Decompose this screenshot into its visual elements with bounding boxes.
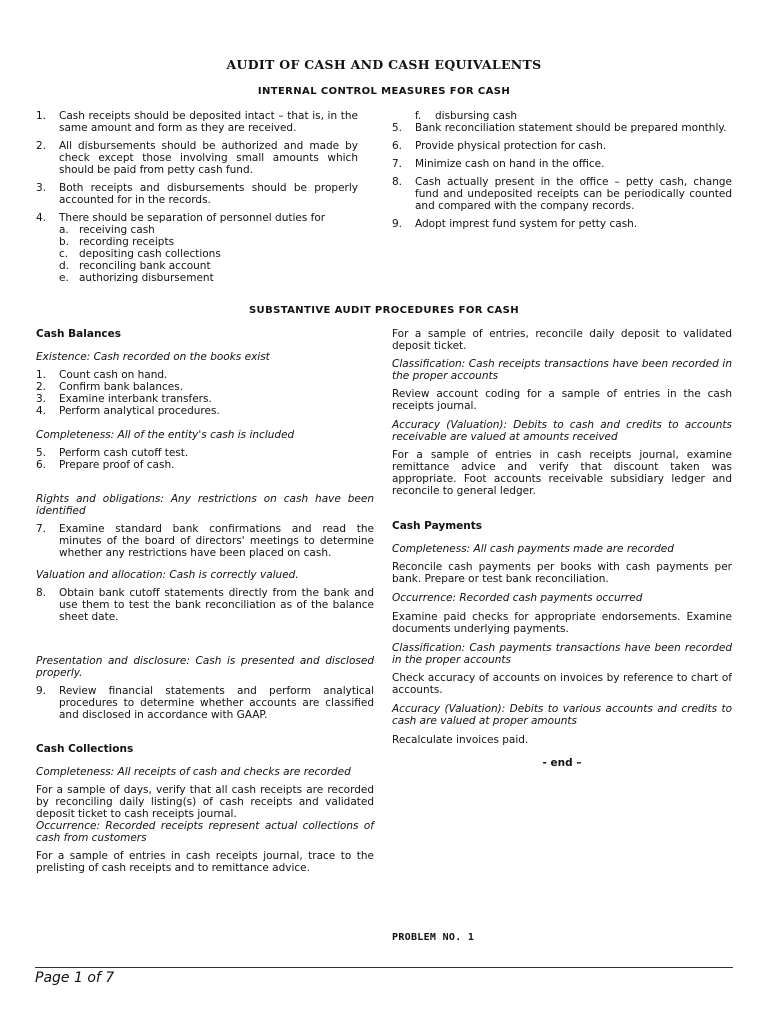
- internal-control-heading: INTERNAL CONTROL MEASURES FOR CASH: [257, 86, 511, 97]
- procedure-text: For a sample of entries in cash receipts journal, examine remittance advice and verify that discount taken was appropriate. Foot accounts receivable subsidiary ledger and reconcile to general ledger.: [392, 449, 732, 497]
- procedure-text: Check accuracy of accounts on invoices by reference to chart of accounts.: [392, 672, 732, 696]
- assertion-valuation: Valuation and allocation: Cash is correctly valued.: [36, 569, 299, 581]
- assertion-accuracy: Accuracy (Valuation): Debits to cash and credits to accounts receivable are valued at amounts received: [392, 419, 732, 443]
- list-item: 6. Prepare proof of cash.: [36, 459, 175, 471]
- footer-divider: [35, 967, 733, 968]
- list-item: 2. Confirm bank balances.: [36, 381, 184, 393]
- internal-control-left-column: [36, 110, 358, 284]
- assertion-rights: Rights and obligations: Any restrictions on cash have been identified: [36, 493, 374, 517]
- assertion-existence: Existence: Cash recorded on the books exist: [36, 351, 270, 363]
- assertion-completeness: Completeness: All cash payments made are recorded: [392, 543, 674, 555]
- procedure-text: Review account coding for a sample of entries in the cash receipts journal.: [392, 388, 732, 412]
- procedure-text: For a sample of days, verify that all cash receipts are recorded by reconciling daily listing(s) of cash receipts and validated deposit ticket to cash receipts journal.: [36, 784, 374, 820]
- internal-control-right-column: [392, 110, 732, 230]
- assertion-classification: Classification: Cash payments transactions have been recorded in the proper accounts: [392, 642, 732, 666]
- substantive-left-column: [36, 328, 374, 874]
- list-item: 2. All disbursements should be authorized and made by check except those involving small amounts which should be paid from petty cash fund.: [36, 140, 358, 176]
- assertion-presentation: Presentation and disclosure: Cash is presented and disclosed properly.: [36, 655, 374, 679]
- assertion-completeness: Completeness: All of the entity's cash is included: [36, 429, 295, 441]
- duty-item: e. authorizing disbursement: [59, 272, 214, 284]
- end-marker: - end –: [542, 757, 582, 769]
- procedure-text: Recalculate invoices paid.: [392, 734, 529, 746]
- list-item: 8. Obtain bank cutoff statements directly from the bank and use them to test the bank reconciliation as of the balance sheet date.: [36, 587, 374, 623]
- procedure-text: For a sample of entries in cash receipts journal, trace to the prelisting of cash receipts and to remittance advice.: [36, 850, 374, 874]
- list-item: 5. Perform cash cutoff test.: [36, 447, 189, 459]
- list-item: 4. There should be separation of personnel duties for: [36, 212, 326, 224]
- cash-collections-heading: Cash Collections: [36, 743, 134, 755]
- duty-item: f. disbursing cash: [415, 110, 518, 122]
- procedure-text: For a sample of entries, reconcile daily deposit to validated deposit ticket.: [392, 328, 732, 352]
- duty-item: a. receiving cash: [59, 224, 155, 236]
- list-item: 8. Cash actually present in the office – petty cash, change fund and undeposited receipts can be periodically counted and compared with the company records.: [392, 176, 732, 212]
- list-item: 1. Count cash on hand.: [36, 369, 168, 381]
- assertion-accuracy: Accuracy (Valuation): Debits to various accounts and credits to cash are valued at proper amounts: [392, 703, 732, 727]
- list-item: 7. Examine standard bank confirmations and read the minutes of the board of directors' meetings to determine whether any restrictions have been placed on cash.: [36, 523, 374, 559]
- list-item: 5. Bank reconciliation statement should be prepared monthly.: [392, 122, 727, 134]
- substantive-heading: SUBSTANTIVE AUDIT PROCEDURES FOR CASH: [248, 305, 520, 316]
- list-item: 3. Both receipts and disbursements should be properly accounted for in the records.: [36, 182, 358, 206]
- list-item: 9. Review financial statements and perform analytical procedures to determine whether accounts are classified and disclosed in accordance with GAAP.: [36, 685, 374, 721]
- procedure-text: Reconcile cash payments per books with cash payments per bank. Prepare or test bank reconciliation.: [392, 561, 732, 585]
- document-title: AUDIT OF CASH AND CASH EQUIVALENTS: [226, 57, 542, 72]
- list-item: 1. Cash receipts should be deposited intact – that is, in the same amount and form as they are received.: [36, 110, 358, 134]
- list-item: 3. Examine interbank transfers.: [36, 393, 212, 405]
- assertion-completeness: Completeness: All receipts of cash and checks are recorded: [36, 766, 351, 778]
- substantive-right-column: [392, 328, 732, 769]
- duty-item: d. reconciling bank account: [59, 260, 211, 272]
- procedure-text: Examine paid checks for appropriate endorsements. Examine documents underlying payments.: [392, 611, 732, 635]
- problem-heading: PROBLEM NO. 1: [392, 932, 475, 943]
- assertion-occurrence: Occurrence: Recorded cash payments occurred: [392, 592, 643, 604]
- existence-list: [36, 369, 374, 417]
- completeness-list: [36, 447, 374, 471]
- page-number: Page 1 of 7: [35, 970, 115, 986]
- list-item: 9. Adopt imprest fund system for petty cash.: [392, 218, 638, 230]
- duty-item: c. depositing cash collections: [59, 248, 221, 260]
- list-item: 4. Perform analytical procedures.: [36, 405, 220, 417]
- cash-balances-heading: Cash Balances: [36, 328, 122, 340]
- cash-payments-heading: Cash Payments: [392, 520, 482, 532]
- list-item: 7. Minimize cash on hand in the office.: [392, 158, 605, 170]
- assertion-classification: Classification: Cash receipts transactions have been recorded in the proper accounts: [392, 358, 732, 382]
- assertion-occurrence: Occurrence: Recorded receipts represent actual collections of cash from customers: [36, 820, 374, 844]
- duty-item: b. recording receipts: [59, 236, 175, 248]
- list-item: 6. Provide physical protection for cash.: [392, 140, 607, 152]
